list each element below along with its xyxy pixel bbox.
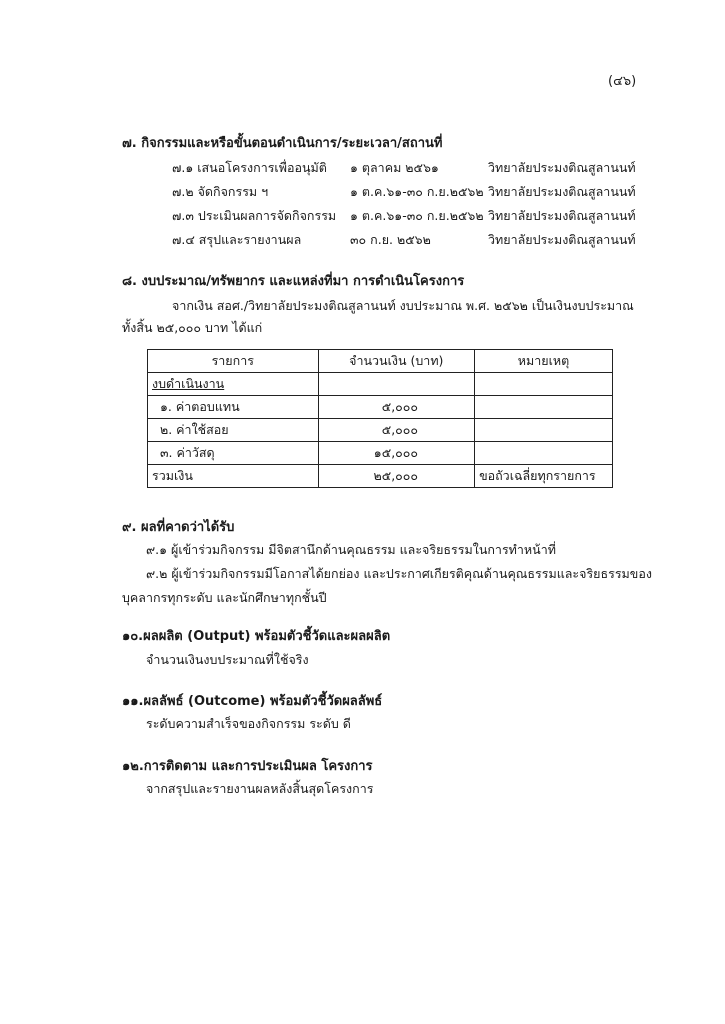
result-item-2-line-2: บุคลากรทุกระดับ และนักศึกษาทุกชั้นปี bbox=[122, 590, 327, 605]
section-7-heading: ๗. กิจกรรมและหรือขั้นตอนดำเนินการ/ระยะเวลา/สถานที่ bbox=[122, 136, 443, 151]
budget-paragraph-line-2: ทั้งสิ้น ๒๕,๐๐๐ บาท ได้แก่ bbox=[122, 320, 263, 335]
table-total-row bbox=[148, 465, 613, 488]
schedule-activity: ๗.๒ จัดกิจกรรม ฯ bbox=[172, 184, 269, 199]
table-row bbox=[148, 442, 613, 465]
budget-paragraph-line-1: จากเงิน สอศ./วิทยาลัยประมงติณสูลานนท์ งบประมาณ พ.ศ. ๒๕๖๒ เป็นเงินงบประมาณ bbox=[172, 298, 634, 313]
schedule-period: ๑ ต.ค.๖๑-๓๐ ก.ย.๒๕๖๒ bbox=[350, 184, 484, 199]
schedule-place: วิทยาลัยประมงติณสูลานนท์ bbox=[488, 232, 636, 247]
section-11-body: ระดับความสำเร็จของกิจกรรม ระดับ ดี bbox=[146, 716, 351, 731]
page-number: (๔๖) bbox=[608, 74, 637, 89]
section-12-body: จากสรุปและรายงานผลหลังสิ้นสุดโครงการ bbox=[146, 781, 374, 796]
table-row bbox=[148, 373, 613, 396]
item-cell: ๓. ค่าวัสดุ bbox=[148, 442, 319, 465]
table-row bbox=[148, 419, 613, 442]
schedule-activity: ๗.๔ สรุปและรายงานผล bbox=[172, 232, 302, 247]
schedule-activity: ๗.๑ เสนอโครงการเพื่ออนุมัติ bbox=[172, 160, 327, 175]
table-cell bbox=[475, 373, 613, 396]
result-item-2-line-1: ๙.๒ ผู้เข้าร่วมกิจกรรมมีโอกาสได้ยกย่อง และประกาศเกียรติคุณด้านคุณธรรมและจริยธรรมของ bbox=[146, 566, 652, 581]
section-11-heading: ๑๑.ผลลัพธ์ (Outcome) พร้อมตัวชี้วัดผลลัพธ์ bbox=[122, 694, 383, 709]
item-cell: ๒. ค่าใช้สอย bbox=[148, 419, 319, 442]
amount-cell: ๕,๐๐๐ bbox=[318, 396, 475, 419]
table-header-row bbox=[148, 350, 613, 373]
column-header-amount: จำนวนเงิน (บาท) bbox=[318, 350, 475, 373]
section-10-heading: ๑๐.ผลผลิต (Output) พร้อมตัวชี้วัดและผลผลิต bbox=[122, 629, 391, 644]
note-cell bbox=[475, 419, 613, 442]
total-amount-cell: ๒๕,๐๐๐ bbox=[318, 465, 475, 488]
schedule-period: ๑ ต.ค.๖๑-๓๐ ก.ย.๒๕๖๒ bbox=[350, 208, 484, 223]
table-cell bbox=[318, 373, 475, 396]
column-header-item: รายการ bbox=[148, 350, 319, 373]
section-8-heading: ๘. งบประมาณ/ทรัพยากร และแหล่งที่มา การดำเนินโครงการ bbox=[122, 274, 465, 289]
amount-cell: ๕,๐๐๐ bbox=[318, 419, 475, 442]
schedule-place: วิทยาลัยประมงติณสูลานนท์ bbox=[488, 160, 636, 175]
schedule-period: ๓๐ ก.ย. ๒๕๖๒ bbox=[350, 232, 431, 247]
total-label-cell: รวมเงิน bbox=[148, 465, 319, 488]
schedule-period: ๑ ตุลาคม ๒๕๖๑ bbox=[350, 160, 439, 175]
total-note-cell: ขอถัวเฉลี่ยทุกรายการ bbox=[475, 465, 613, 488]
column-header-note: หมายเหตุ bbox=[475, 350, 613, 373]
section-12-heading: ๑๒.การติดตาม และการประเมินผล โครงการ bbox=[122, 759, 373, 774]
result-item-1: ๙.๑ ผู้เข้าร่วมกิจกรรม มีจิตสานึกด้านคุณธรรม และจริยธรรมในการทำหน้าที่ bbox=[146, 542, 556, 557]
schedule-place: วิทยาลัยประมงติณสูลานนท์ bbox=[488, 208, 636, 223]
schedule-place: วิทยาลัยประมงติณสูลานนท์ bbox=[488, 184, 636, 199]
group-label: งบดำเนินงาน bbox=[152, 376, 225, 391]
budget-table bbox=[147, 349, 613, 488]
note-cell bbox=[475, 396, 613, 419]
note-cell bbox=[475, 442, 613, 465]
schedule-activity: ๗.๓ ประเมินผลการจัดกิจกรรม bbox=[172, 208, 337, 223]
section-9-heading: ๙. ผลที่คาดว่าได้รับ bbox=[122, 520, 235, 535]
group-label-cell bbox=[148, 373, 319, 396]
item-cell: ๑. ค่าตอบแทน bbox=[148, 396, 319, 419]
section-10-body: จำนวนเงินงบประมาณที่ใช้จริง bbox=[146, 652, 309, 667]
amount-cell: ๑๕,๐๐๐ bbox=[318, 442, 475, 465]
table-row bbox=[148, 396, 613, 419]
